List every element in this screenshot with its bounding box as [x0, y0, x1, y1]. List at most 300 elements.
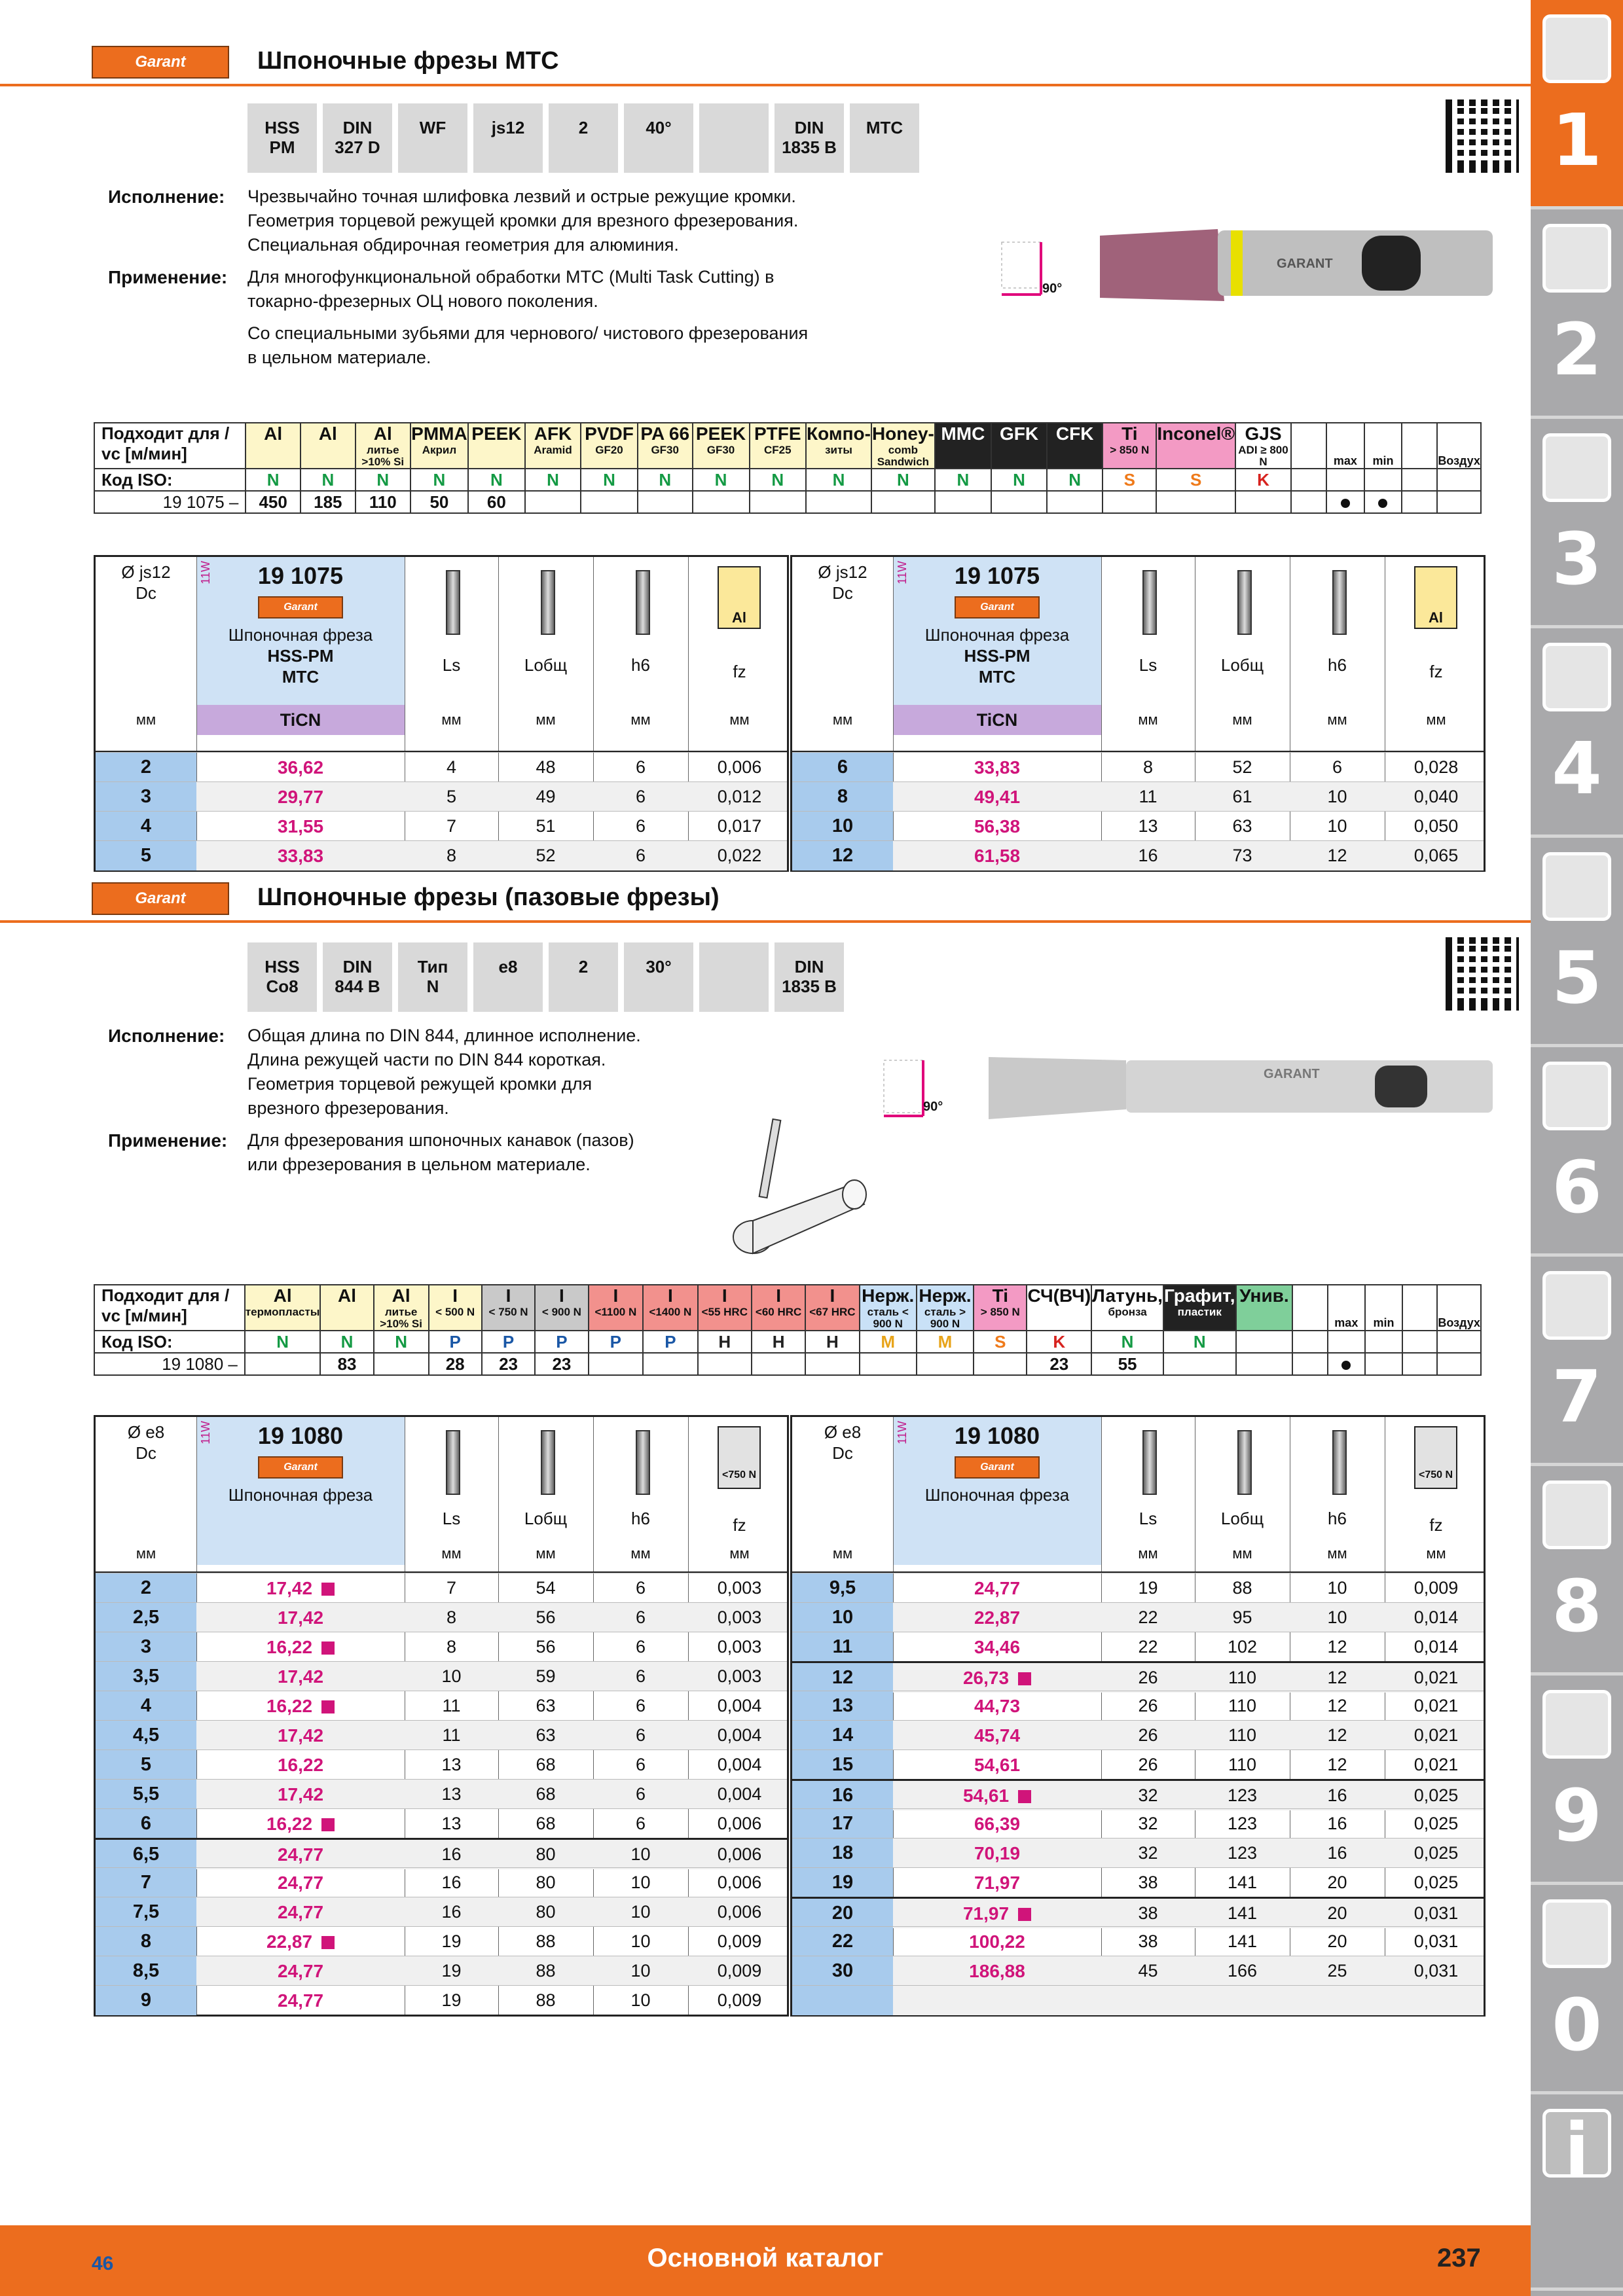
property-line1: Тип — [417, 957, 448, 977]
sidebar-tab-i[interactable] — [1531, 2094, 1623, 2291]
cutting-speed — [1235, 491, 1291, 513]
shank-cell: 12 — [1327, 1725, 1347, 1745]
application-line: Для фрезерования шпоночных канавок (пазов) — [247, 1130, 634, 1150]
table-row[interactable] — [792, 840, 1484, 870]
unit-label: мм — [1232, 1545, 1252, 1562]
total-length-label: Lобщ — [524, 655, 568, 675]
property-box — [549, 103, 618, 173]
tool-variant: MTC — [282, 667, 319, 687]
sidebar-tab-2[interactable] — [1531, 209, 1623, 419]
coolant-cell — [1365, 1353, 1402, 1375]
material-column — [429, 1285, 482, 1331]
table-row[interactable] — [96, 1867, 787, 1897]
material-column — [917, 1285, 974, 1331]
suit-header-line2: vc [м/мин] — [101, 444, 187, 463]
length-cell: 59 — [536, 1666, 556, 1686]
material-name: Honey- — [871, 423, 934, 444]
length-cell: 56 — [536, 1607, 556, 1627]
sidebar-tab-9[interactable] — [1531, 1676, 1623, 1885]
ls-cell: 16 — [441, 1844, 462, 1864]
table-row[interactable] — [792, 1661, 1484, 1693]
cutting-speed: 60 — [468, 491, 525, 513]
material-name: Нерж. — [862, 1285, 915, 1306]
tool-name: Шпоночная фреза — [924, 625, 1070, 645]
material-name: I — [452, 1285, 458, 1306]
property-line1: 30° — [646, 957, 672, 977]
iso-code: N — [1163, 1331, 1236, 1353]
table-row[interactable] — [792, 1867, 1484, 1897]
length-cell: 73 — [1232, 846, 1252, 865]
shank-cell: 6 — [635, 1784, 646, 1804]
iso-code: P — [589, 1331, 643, 1353]
iso-code: K — [1027, 1331, 1091, 1353]
execution-line: Специальная обдирочная геометрия для алюминия. — [247, 235, 679, 255]
total-length-label: Lобщ — [1220, 655, 1264, 675]
price-value: 36,62 — [277, 757, 324, 778]
feed-cell: 0,014 — [1413, 1607, 1459, 1627]
diameter-cell: 30 — [792, 1956, 893, 1986]
iso-code: P — [643, 1331, 698, 1353]
material-name: Al — [264, 423, 283, 444]
table-row[interactable] — [792, 1838, 1484, 1868]
shank-cell: 12 — [1327, 1637, 1347, 1657]
shank-tol-label: h6 — [631, 655, 650, 675]
chapter-number: 5 — [1552, 936, 1602, 1020]
shank-cell: 6 — [1332, 757, 1343, 777]
feed-cell: 0,009 — [1413, 1578, 1459, 1598]
table-row[interactable] — [96, 1985, 787, 2015]
feed-cell: 0,025 — [1413, 1873, 1459, 1892]
cutting-speed — [581, 491, 638, 513]
length-cell: 63 — [536, 1696, 556, 1715]
iso-code: M — [917, 1331, 974, 1353]
material-sub: ADI ≥ 800 N — [1238, 444, 1288, 468]
iso-code: N — [356, 469, 410, 491]
shank-cell: 12 — [1327, 1668, 1347, 1687]
sidebar-tab-1[interactable] — [1531, 0, 1623, 209]
length-cell: 68 — [536, 1755, 556, 1774]
diameter-cell: 10 — [792, 1603, 893, 1632]
screwdriver-icon — [1542, 1062, 1611, 1130]
material-name: Al — [373, 423, 392, 444]
material-name: GFK — [999, 423, 1039, 444]
property-line2: 327 D — [335, 137, 380, 157]
table-row[interactable] — [96, 1691, 787, 1721]
shank-cell: 6 — [635, 1607, 646, 1627]
ls-cell: 32 — [1138, 1785, 1158, 1805]
table-row[interactable] — [792, 752, 1484, 782]
tool-type-code: 11W — [896, 1421, 909, 1444]
table-row[interactable] — [96, 1956, 787, 1986]
material-column — [245, 1285, 321, 1331]
material-name: Графит, — [1163, 1285, 1235, 1306]
iso-code: H — [752, 1331, 805, 1353]
shank-cell: 6 — [635, 846, 646, 865]
dot-icon — [1378, 499, 1387, 508]
ls-cell: 5 — [446, 787, 457, 806]
price-value: 24,77 — [277, 1844, 324, 1865]
diameter-cell: 6 — [792, 753, 893, 782]
price-value: 49,41 — [974, 787, 1021, 807]
price-value: 17,42 — [277, 1607, 324, 1628]
diameter-cell: 2 — [96, 1573, 196, 1603]
material-sub: термопласты — [245, 1306, 320, 1318]
unit-label: мм — [729, 1545, 750, 1562]
tool-material: HSS-PM — [267, 646, 334, 666]
feed-cell: 0,022 — [717, 846, 762, 865]
feed-cell: 0,021 — [1413, 1668, 1459, 1687]
diameter-cell: 7,5 — [96, 1897, 196, 1927]
iso-code: P — [535, 1331, 588, 1353]
material-column — [871, 423, 935, 469]
length-cell: 49 — [536, 787, 556, 806]
max-label: max — [1333, 454, 1357, 467]
ls-cell: 19 — [1138, 1578, 1158, 1598]
property-box — [323, 103, 392, 173]
material-name: Al — [338, 1285, 357, 1306]
length-cell: 54 — [536, 1578, 556, 1598]
feed-label: fz — [733, 662, 746, 681]
diameter-cell: 5,5 — [96, 1780, 196, 1809]
cutting-speed — [525, 491, 581, 513]
material-sub: < 900 N — [541, 1306, 581, 1318]
table-row[interactable] — [96, 1897, 787, 1927]
property-box — [398, 942, 467, 1012]
execution-line: Длина режущей части по DIN 844 короткая. — [247, 1050, 606, 1069]
ls-cell: 16 — [1138, 846, 1158, 865]
application-line: в цельном материале. — [247, 348, 431, 367]
feed-cell: 0,014 — [1413, 1637, 1459, 1657]
diameter-cell: 8 — [96, 1927, 196, 1956]
material-name: I — [721, 1285, 727, 1306]
table-row[interactable] — [792, 1749, 1484, 1780]
diameter-cell: 3 — [96, 1632, 196, 1662]
h6-icon — [1332, 1430, 1347, 1495]
table-row[interactable] — [792, 1926, 1484, 1956]
garant-logo: Garant — [258, 1456, 343, 1479]
feed-cell: 0,004 — [717, 1755, 762, 1774]
diameter-cell: 14 — [792, 1721, 893, 1750]
iso-code: N — [525, 469, 581, 491]
property-line2: 844 B — [335, 977, 380, 996]
price-value: 24,77 — [277, 1990, 324, 2011]
cabinet-icon — [1542, 1690, 1611, 1759]
material-sub: Aramid — [534, 444, 572, 456]
table-row[interactable] — [96, 781, 787, 812]
sidebar-tab-5[interactable] — [1531, 838, 1623, 1047]
pliers-icon — [1542, 1271, 1611, 1340]
price-cell — [893, 1868, 1101, 1897]
feed-cell: 0,040 — [1413, 787, 1459, 806]
shank-cell: 10 — [630, 1931, 651, 1951]
ls-cell: 10 — [441, 1666, 462, 1686]
property-line1: DIN — [794, 118, 824, 137]
iso-code: N — [1047, 469, 1103, 491]
property-box — [699, 103, 769, 173]
length-cell: 102 — [1227, 1637, 1258, 1657]
material-name: PA 66 — [640, 423, 690, 444]
price-cell — [893, 1691, 1101, 1721]
table-row[interactable] — [792, 1779, 1484, 1810]
iso-code: N — [638, 469, 693, 491]
table-row[interactable] — [792, 1573, 1484, 1603]
price-value: 17,42 — [266, 1578, 313, 1598]
price-value: 71,97 — [962, 1903, 1010, 1924]
chapter-number: i — [1564, 2108, 1590, 2191]
chapter-sidebar — [1531, 0, 1623, 2296]
property-line1: DIN — [342, 957, 373, 977]
material-name: I — [505, 1285, 511, 1306]
material-column — [806, 423, 871, 469]
coolant-cell — [1292, 1353, 1327, 1375]
iso-code: N — [246, 469, 301, 491]
table-row[interactable] — [792, 1808, 1484, 1839]
tool-type-code: 11W — [896, 561, 909, 584]
sidebar-tab-0[interactable] — [1531, 1885, 1623, 2094]
ls-cell: 38 — [1138, 1931, 1158, 1951]
table-row[interactable] — [96, 840, 787, 870]
h6-icon — [1332, 570, 1347, 635]
feed-cell: 0,006 — [717, 1844, 762, 1864]
property-box — [775, 942, 844, 1012]
chapter-number: 8 — [1552, 1564, 1602, 1648]
qr-code-icon[interactable] — [1446, 99, 1519, 173]
diameter-cell: 5 — [96, 841, 196, 870]
iso-code: N — [806, 469, 871, 491]
ls-cell: 19 — [441, 1931, 462, 1951]
shank-tol-label: h6 — [1328, 655, 1347, 675]
price-value: 54,61 — [974, 1755, 1021, 1775]
material-name: Унив. — [1239, 1285, 1289, 1306]
iso-code: N — [410, 469, 468, 491]
ls-cell: 32 — [1138, 1843, 1158, 1863]
section-title: Шпоночные фрезы MTC — [257, 47, 559, 75]
table-row[interactable] — [96, 1779, 787, 1809]
iso-code: S — [974, 1331, 1027, 1353]
material-column — [468, 423, 525, 469]
garant-logo: Garant — [92, 46, 229, 79]
table-row[interactable] — [96, 1720, 787, 1750]
material-name: Компо- — [807, 423, 871, 444]
saw-blade-icon — [1542, 852, 1611, 921]
shank-length-icon — [446, 1430, 460, 1495]
table-row[interactable] — [96, 1661, 787, 1691]
cutting-speed: 110 — [356, 491, 410, 513]
article-label: 19 1080 – — [94, 1353, 245, 1375]
property-box — [473, 942, 543, 1012]
table-row[interactable] — [96, 1632, 787, 1662]
table-row[interactable] — [792, 1691, 1484, 1721]
feed-cell: 0,003 — [717, 1578, 762, 1598]
table-row[interactable] — [96, 1573, 787, 1603]
cutting-speed — [752, 1353, 805, 1375]
tool-type-code: 11W — [199, 1421, 212, 1444]
coating-label: TiCN — [196, 705, 405, 735]
empty-cell — [1365, 1331, 1402, 1353]
length-cell: 88 — [536, 1990, 556, 2010]
material-sub: пластик — [1177, 1306, 1222, 1318]
material-column — [356, 423, 410, 469]
shank-cell: 6 — [635, 1637, 646, 1657]
price-value: 33,83 — [974, 757, 1021, 778]
slot-cutter-image — [877, 1047, 1493, 1132]
chapter-number: 0 — [1552, 1983, 1602, 2067]
ls-cell: 13 — [441, 1814, 462, 1833]
table-row[interactable] — [792, 811, 1484, 841]
diameter-cell: 8,5 — [96, 1956, 196, 1986]
diameter-cell: 18 — [792, 1839, 893, 1868]
material-column — [1091, 1285, 1163, 1331]
ls-cell: 8 — [446, 846, 457, 865]
material-column — [581, 423, 638, 469]
feed-cell: 0,006 — [717, 1873, 762, 1892]
insert-icon — [1542, 224, 1611, 293]
feed-cell: 0,004 — [717, 1784, 762, 1804]
iso-code: H — [805, 1331, 859, 1353]
ls-cell: 7 — [446, 1578, 457, 1598]
drill-icon — [1542, 14, 1611, 83]
shank-cell: 10 — [630, 1844, 651, 1864]
unit-label: мм — [136, 1545, 156, 1562]
material-column — [1236, 1285, 1293, 1331]
property-line1: DIN — [342, 118, 373, 137]
material-sub: < 500 N — [435, 1306, 475, 1318]
ls-cell: 11 — [1139, 787, 1158, 806]
table-row[interactable] — [792, 1897, 1484, 1928]
sidebar-tab-8[interactable] — [1531, 1466, 1623, 1676]
price-cell — [893, 1603, 1101, 1632]
shank-cell: 6 — [635, 1696, 646, 1715]
diameter-cell: 13 — [792, 1691, 893, 1721]
suit-header-line2: vc [м/мин] — [101, 1306, 187, 1325]
table-row[interactable] — [96, 1602, 787, 1632]
material-sub: CF25 — [763, 444, 792, 456]
diameter-label: Dc — [832, 1443, 853, 1463]
material-sub: <67 HRC — [809, 1306, 856, 1318]
application-line: токарно-фрезерных ОЦ нового поколения. — [247, 291, 598, 311]
cutting-speed — [750, 491, 807, 513]
table-row[interactable] — [792, 1602, 1484, 1632]
material-label: <750 N — [721, 1469, 757, 1480]
table-row[interactable] — [96, 1749, 787, 1780]
property-line1: HSS — [264, 118, 300, 137]
sidebar-tab-4[interactable] — [1531, 628, 1623, 838]
iso-code: S — [1103, 469, 1156, 491]
length-cell: 88 — [1232, 1578, 1252, 1598]
shank-cell: 20 — [1327, 1931, 1347, 1951]
ls-label: Ls — [1139, 655, 1158, 675]
chapter-number: 3 — [1552, 517, 1602, 601]
price-cell — [196, 782, 405, 812]
shank-cell: 6 — [635, 757, 646, 777]
diameter-cell: 12 — [792, 1663, 893, 1693]
material-name: GJS — [1245, 423, 1282, 444]
cutting-speed — [991, 491, 1047, 513]
price-cell — [893, 1721, 1101, 1750]
material-column — [935, 423, 991, 469]
iso-code: N — [750, 469, 807, 491]
material-sub: > 850 N — [1110, 444, 1150, 456]
sidebar-tab-7[interactable] — [1531, 1257, 1623, 1466]
material-column — [805, 1285, 859, 1331]
air-icon — [1437, 1285, 1481, 1331]
material-column — [643, 1285, 698, 1331]
execution-line: Геометрия торцевой режущей кромки для — [247, 1074, 593, 1094]
shank-cell: 10 — [630, 1990, 651, 2010]
price-value: 44,73 — [974, 1696, 1021, 1716]
property-line1: 40° — [646, 118, 672, 137]
shank-tol-label: h6 — [631, 1509, 650, 1528]
price-cell — [196, 753, 405, 782]
air-label: Воздух — [1438, 1316, 1480, 1329]
feed-cell: 0,021 — [1413, 1755, 1459, 1774]
table-row[interactable] — [96, 811, 787, 841]
property-line1: DIN — [794, 957, 824, 977]
iso-label: Код ISO: — [94, 1331, 245, 1353]
table-row[interactable] — [96, 752, 787, 782]
tool-type-code: 11W — [199, 561, 212, 584]
diameter-tolerance: Ø js12 — [818, 562, 867, 582]
cutting-speed: 50 — [410, 491, 468, 513]
tool-name: Шпоночная фреза — [924, 1485, 1070, 1505]
diameter-label: Dc — [832, 583, 853, 603]
ls-cell: 26 — [1138, 1725, 1158, 1745]
length-cell: 123 — [1227, 1814, 1258, 1833]
shank-cell: 6 — [635, 816, 646, 836]
property-box — [323, 942, 392, 1012]
cutting-speed — [974, 1353, 1027, 1375]
property-box — [699, 942, 769, 1012]
ls-cell: 32 — [1138, 1814, 1158, 1833]
material-name: I — [776, 1285, 781, 1306]
shank-cell: 6 — [635, 1578, 646, 1598]
coolant-cell — [1402, 1353, 1437, 1375]
shank-length-icon — [1142, 1430, 1157, 1495]
property-line1: HSS — [264, 957, 300, 977]
table-row[interactable] — [96, 1808, 787, 1839]
unit-label: мм — [630, 1545, 651, 1562]
ls-cell: 11 — [442, 1725, 461, 1745]
price-value: 61,58 — [974, 846, 1021, 866]
sidebar-tab-3[interactable] — [1531, 419, 1623, 628]
product-table — [94, 1415, 789, 2017]
material-sub: <60 HRC — [755, 1306, 802, 1318]
article-number: 19 1080 — [257, 1422, 344, 1449]
table-row[interactable] — [792, 1632, 1484, 1662]
chapter-number: 6 — [1552, 1145, 1602, 1229]
table-row[interactable] — [96, 1926, 787, 1956]
table-row[interactable] — [96, 1838, 787, 1869]
material-sub: > 850 N — [980, 1306, 1020, 1318]
table-row[interactable] — [792, 1720, 1484, 1750]
unit-label: мм — [1327, 711, 1347, 728]
table-row[interactable] — [792, 1956, 1484, 1986]
diameter-tolerance: Ø e8 — [127, 1422, 165, 1442]
chapter-number: 9 — [1552, 1774, 1602, 1857]
sidebar-tab-6[interactable] — [1531, 1047, 1623, 1257]
diameter-tolerance: Ø e8 — [824, 1422, 862, 1442]
coolant-cell — [1402, 491, 1437, 513]
application-line: Для многофункциональной обработки MTC (Multi Task Cutting) в — [247, 267, 775, 287]
total-length-label: Lобщ — [1220, 1509, 1264, 1528]
table-row[interactable] — [792, 781, 1484, 812]
page-footer — [0, 2225, 1531, 2296]
qr-code-icon[interactable] — [1446, 937, 1519, 1011]
material-column — [750, 423, 807, 469]
ls-cell: 16 — [441, 1873, 462, 1892]
execution-line: Геометрия торцевой режущей кромки для врезного фрезерования. — [247, 211, 799, 230]
cutting-speed — [935, 491, 991, 513]
